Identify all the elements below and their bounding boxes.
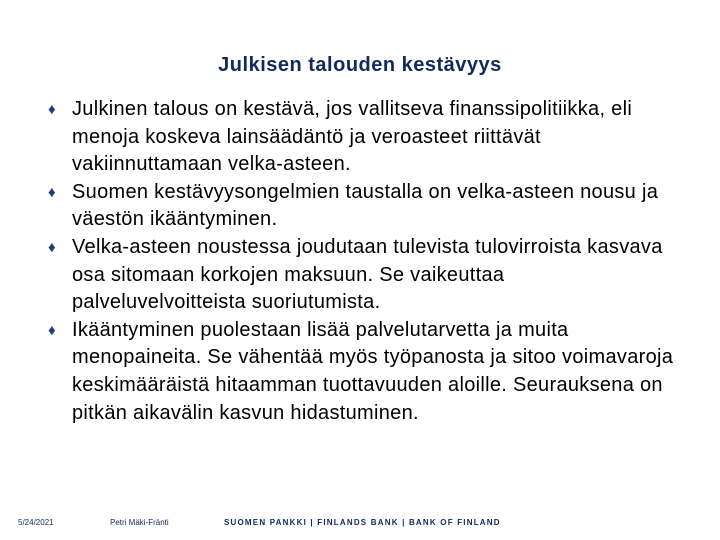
diamond-bullet-icon: ♦ [48, 321, 56, 339]
bullet-item [44, 179, 684, 234]
bullet-item [44, 96, 684, 179]
slide-title: Julkisen talouden kestävyys [218, 54, 502, 76]
footer-bank-name: SUOMEN PANKKI | FINLANDS BANK | BANK OF FINLAND [224, 518, 501, 527]
bullet-text: Ikääntyminen puolestaan lisää palvelutarvetta ja muita menopaineita. Se vähentää myös työpanosta ja sitoo voimavaroja keskimääräistä hitaamman tuottavuuden aloille. Seurauksena on pitkän aikavälin kasvun hidastuminen. [72, 318, 674, 424]
diamond-bullet-icon: ♦ [48, 238, 56, 256]
bullet-item [44, 234, 684, 317]
bullet-item [44, 317, 684, 427]
bullet-list [44, 96, 684, 427]
bullet-text: Suomen kestävyysongelmien taustalla on velka-asteen nousu ja väestön ikääntyminen. [72, 180, 659, 231]
diamond-bullet-icon: ♦ [48, 183, 56, 201]
footer-author: Petri Mäki-Fränti [110, 518, 169, 527]
bullet-text: Velka-asteen noustessa joudutaan tulevista tulovirroista kasvava osa sitomaan korkojen maksuun. Se vaikeuttaa palveluvelvoitteista suoriutumista. [72, 235, 663, 314]
diamond-bullet-icon: ♦ [48, 101, 56, 118]
footer-date: 5/24/2021 [18, 518, 54, 527]
bullet-text: Julkinen talous on kestävä, jos vallitseva finanssipolitiikka, eli menoja koskeva lainsäädäntö ja veroasteet riittävät vakiinnuttamaan velka-asteen. [72, 98, 633, 176]
